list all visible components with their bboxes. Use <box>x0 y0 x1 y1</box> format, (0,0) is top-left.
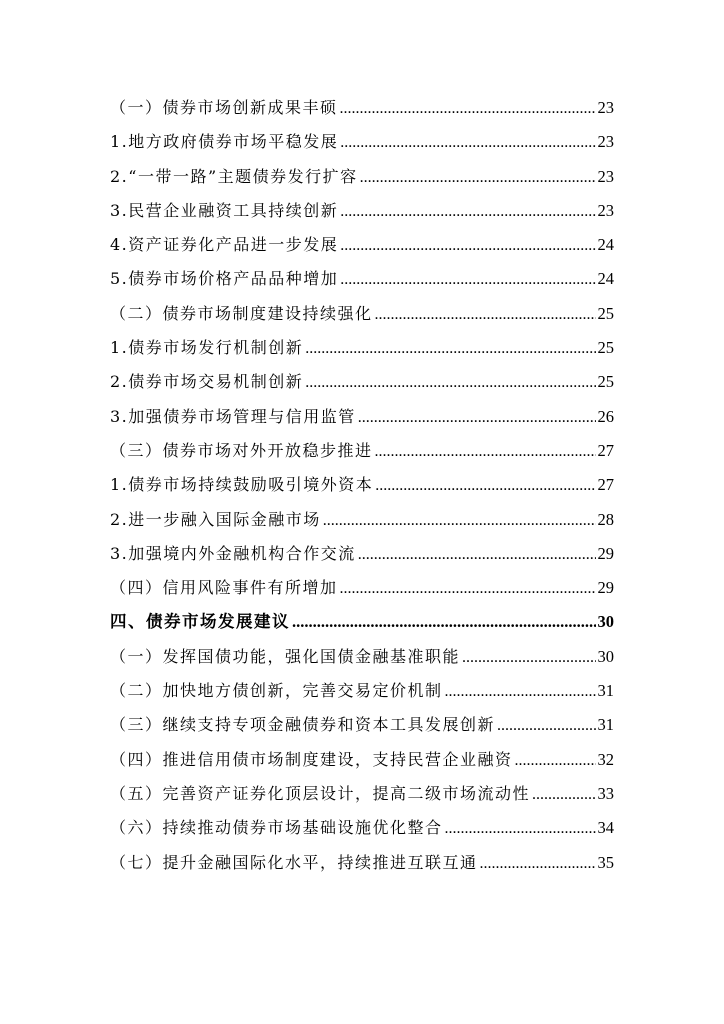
toc-entry-title: （二）加快地方债创新，完善交易定价机制 <box>110 681 443 701</box>
toc-page-number: 30 <box>597 646 614 666</box>
toc-entry-title: 3.加强境内外金融机构合作交流 <box>110 543 356 563</box>
toc-entry[interactable] <box>110 571 614 605</box>
toc-entry-title: （三）继续支持专项金融债券和资本工具发展创新 <box>110 715 496 735</box>
toc-leader-dots <box>375 298 596 331</box>
toc-leader-dots <box>340 263 595 296</box>
toc-page-number: 35 <box>597 852 614 872</box>
toc-entry-title: 1.债券市场发行机制创新 <box>110 338 304 358</box>
toc-page-number: 29 <box>597 578 614 598</box>
toc-leader-dots <box>480 847 596 880</box>
toc-entry[interactable] <box>110 91 614 125</box>
toc-entry-title: 1.地方政府债券市场平稳发展 <box>110 132 339 152</box>
toc-entry[interactable] <box>110 846 614 880</box>
toc-entry[interactable] <box>110 262 614 296</box>
toc-entry[interactable] <box>110 434 614 468</box>
toc-entry[interactable] <box>110 743 614 777</box>
toc-entry-title: （四）信用风险事件有所增加 <box>110 578 338 598</box>
toc-leader-dots <box>340 126 595 159</box>
toc-leader-dots <box>462 641 595 674</box>
toc-leader-dots <box>515 744 596 777</box>
toc-page-number: 28 <box>597 509 614 529</box>
toc-page-number: 23 <box>597 200 614 220</box>
toc-entry-title: （三）债券市场对外开放稳步推进 <box>110 440 373 460</box>
toc-leader-dots <box>323 504 596 537</box>
toc-page-number: 32 <box>597 749 614 769</box>
toc-page-number: 25 <box>597 372 614 392</box>
toc-entry[interactable] <box>110 640 614 674</box>
toc-leader-dots <box>305 332 595 365</box>
toc-entry[interactable] <box>110 400 614 434</box>
toc-leader-dots <box>375 435 596 468</box>
toc-leader-dots <box>340 92 596 125</box>
toc-entry-title: （五）完善资产证券化顶层设计，提高二级市场流动性 <box>110 783 531 803</box>
toc-page-number: 27 <box>597 440 614 460</box>
toc-page-number: 33 <box>597 783 614 803</box>
toc-page-number: 23 <box>597 132 614 152</box>
toc-leader-dots <box>305 366 595 399</box>
toc-page-number: 23 <box>597 98 614 117</box>
toc-entry-title: 3.民营企业融资工具持续创新 <box>110 200 339 220</box>
toc-entry-title: 3.加强债券市场管理与信用监管 <box>110 406 356 426</box>
toc-page-number: 23 <box>597 166 614 186</box>
toc-leader-dots <box>532 778 595 811</box>
toc-entry[interactable] <box>110 331 614 365</box>
toc-entry-title: （二）债券市场制度建设持续强化 <box>110 303 373 323</box>
toc-leader-dots <box>358 401 596 434</box>
toc-entry[interactable] <box>110 125 614 159</box>
toc-entry-title: （一）发挥国债功能，强化国债金融基准职能 <box>110 646 461 666</box>
toc-page-number: 25 <box>597 303 614 323</box>
toc-entry-title: 2.债券市场交易机制创新 <box>110 372 304 392</box>
toc-entry-title: （七）提升金融国际化水平，持续推进互联互通 <box>110 852 478 872</box>
toc-page-number: 27 <box>597 475 614 495</box>
toc-leader-dots <box>497 709 595 742</box>
toc-page-number: 24 <box>597 235 614 255</box>
toc-leader-dots <box>445 812 596 845</box>
toc-page-number: 31 <box>597 715 614 735</box>
toc-entry[interactable] <box>110 674 614 708</box>
toc-entry-title: 4.资产证券化产品进一步发展 <box>110 235 339 255</box>
toc-entry[interactable] <box>110 811 614 845</box>
toc-page-number: 25 <box>597 338 614 358</box>
toc-entry-title: （六）持续推动债券市场基础设施优化整合 <box>110 818 443 838</box>
toc-entry-title: 2.“一带一路”主题债券发行扩容 <box>110 166 358 186</box>
toc-entry[interactable] <box>110 605 614 639</box>
table-of-contents <box>110 91 614 880</box>
toc-leader-dots <box>445 675 596 708</box>
toc-entry-title: （四）推进信用债市场制度建设，支持民营企业融资 <box>110 749 513 769</box>
toc-entry-title: 1.债券市场持续鼓励吸引境外资本 <box>110 475 374 495</box>
toc-leader-dots <box>292 605 596 639</box>
toc-page-number: 29 <box>597 543 614 563</box>
toc-entry[interactable] <box>110 468 614 502</box>
toc-leader-dots <box>360 161 596 194</box>
toc-entry[interactable] <box>110 708 614 742</box>
toc-entry[interactable] <box>110 194 614 228</box>
toc-entry[interactable] <box>110 365 614 399</box>
toc-leader-dots <box>375 469 595 502</box>
toc-entry-title: （一）债券市场创新成果丰硕 <box>110 98 338 117</box>
toc-leader-dots <box>358 538 596 571</box>
toc-entry[interactable] <box>110 160 614 194</box>
toc-page-number: 31 <box>597 681 614 701</box>
toc-entry[interactable] <box>110 537 614 571</box>
toc-page-number: 26 <box>597 406 614 426</box>
toc-entry[interactable] <box>110 297 614 331</box>
toc-page-number: 24 <box>597 269 614 289</box>
toc-entry[interactable] <box>110 503 614 537</box>
toc-entry-title: 四、债券市场发展建议 <box>110 612 290 632</box>
toc-entry[interactable] <box>110 228 614 262</box>
toc-leader-dots <box>340 572 596 605</box>
toc-entry-title: 5.债券市场价格产品品种增加 <box>110 269 339 289</box>
toc-page-number: 34 <box>597 818 614 838</box>
toc-entry[interactable] <box>110 777 614 811</box>
toc-entry-title: 2.进一步融入国际金融市场 <box>110 509 321 529</box>
toc-leader-dots <box>340 195 595 228</box>
toc-page-number: 30 <box>597 612 614 632</box>
toc-leader-dots <box>340 229 595 262</box>
